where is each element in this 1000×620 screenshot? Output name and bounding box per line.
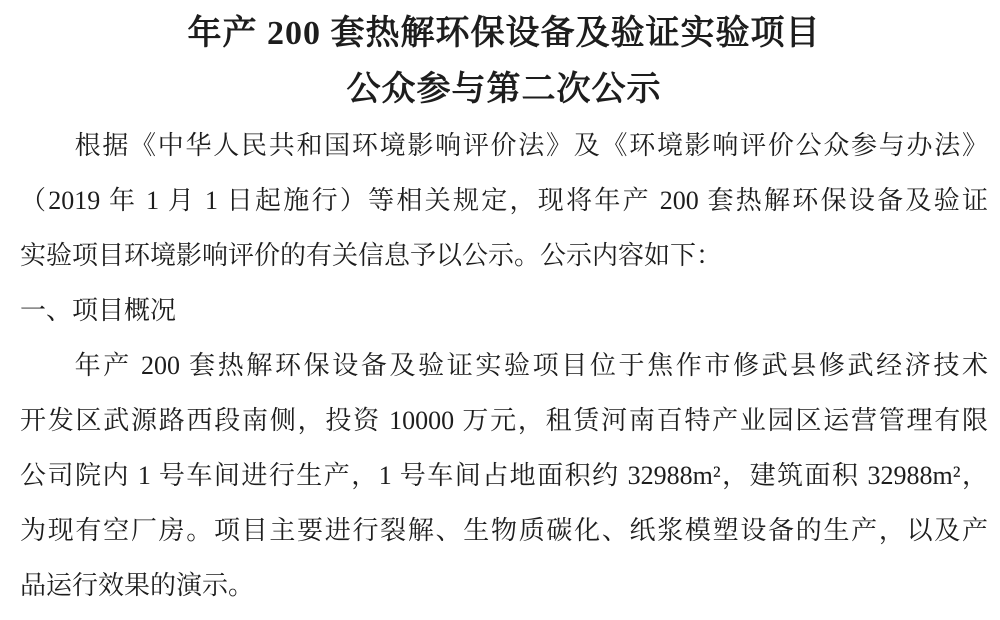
intro-paragraph-line-2: （2019 年 1 月 1 日起施行）等相关规定，现将年产 200 套热解环保设备及验证 [20, 186, 988, 215]
intro-paragraph-line-3: 实验项目环境影响评价的有关信息予以公示。公示内容如下： [20, 241, 723, 270]
intro-paragraph-line-1: 根据《中华人民共和国环境影响评价法》及《环境影响评价公众参与办法》 [74, 131, 988, 160]
section-heading: 一、项目概况 [20, 296, 177, 325]
document-title-line-1: 年产 200 套热解环保设备及验证实验项目 [187, 15, 821, 52]
body-paragraph-line-5: 品运行效果的演示。 [20, 571, 255, 600]
body-paragraph-line-1: 年产 200 套热解环保设备及验证实验项目位于焦作市修武县修武经济技术 [74, 351, 988, 380]
body-paragraph-line-2: 开发区武源路西段南侧，投资 10000 万元，租赁河南百特产业园区运营管理有限 [20, 406, 988, 435]
body-paragraph-line-3: 公司院内 1 号车间进行生产，1 号车间占地面积约 32988m²，建筑面积 32988m²， [20, 461, 988, 490]
body-paragraph-line-4: 为现有空厂房。项目主要进行裂解、生物质碳化、纸浆模塑设备的生产，以及产 [20, 516, 988, 545]
document-title-line-2: 公众参与第二次公示 [346, 71, 662, 108]
